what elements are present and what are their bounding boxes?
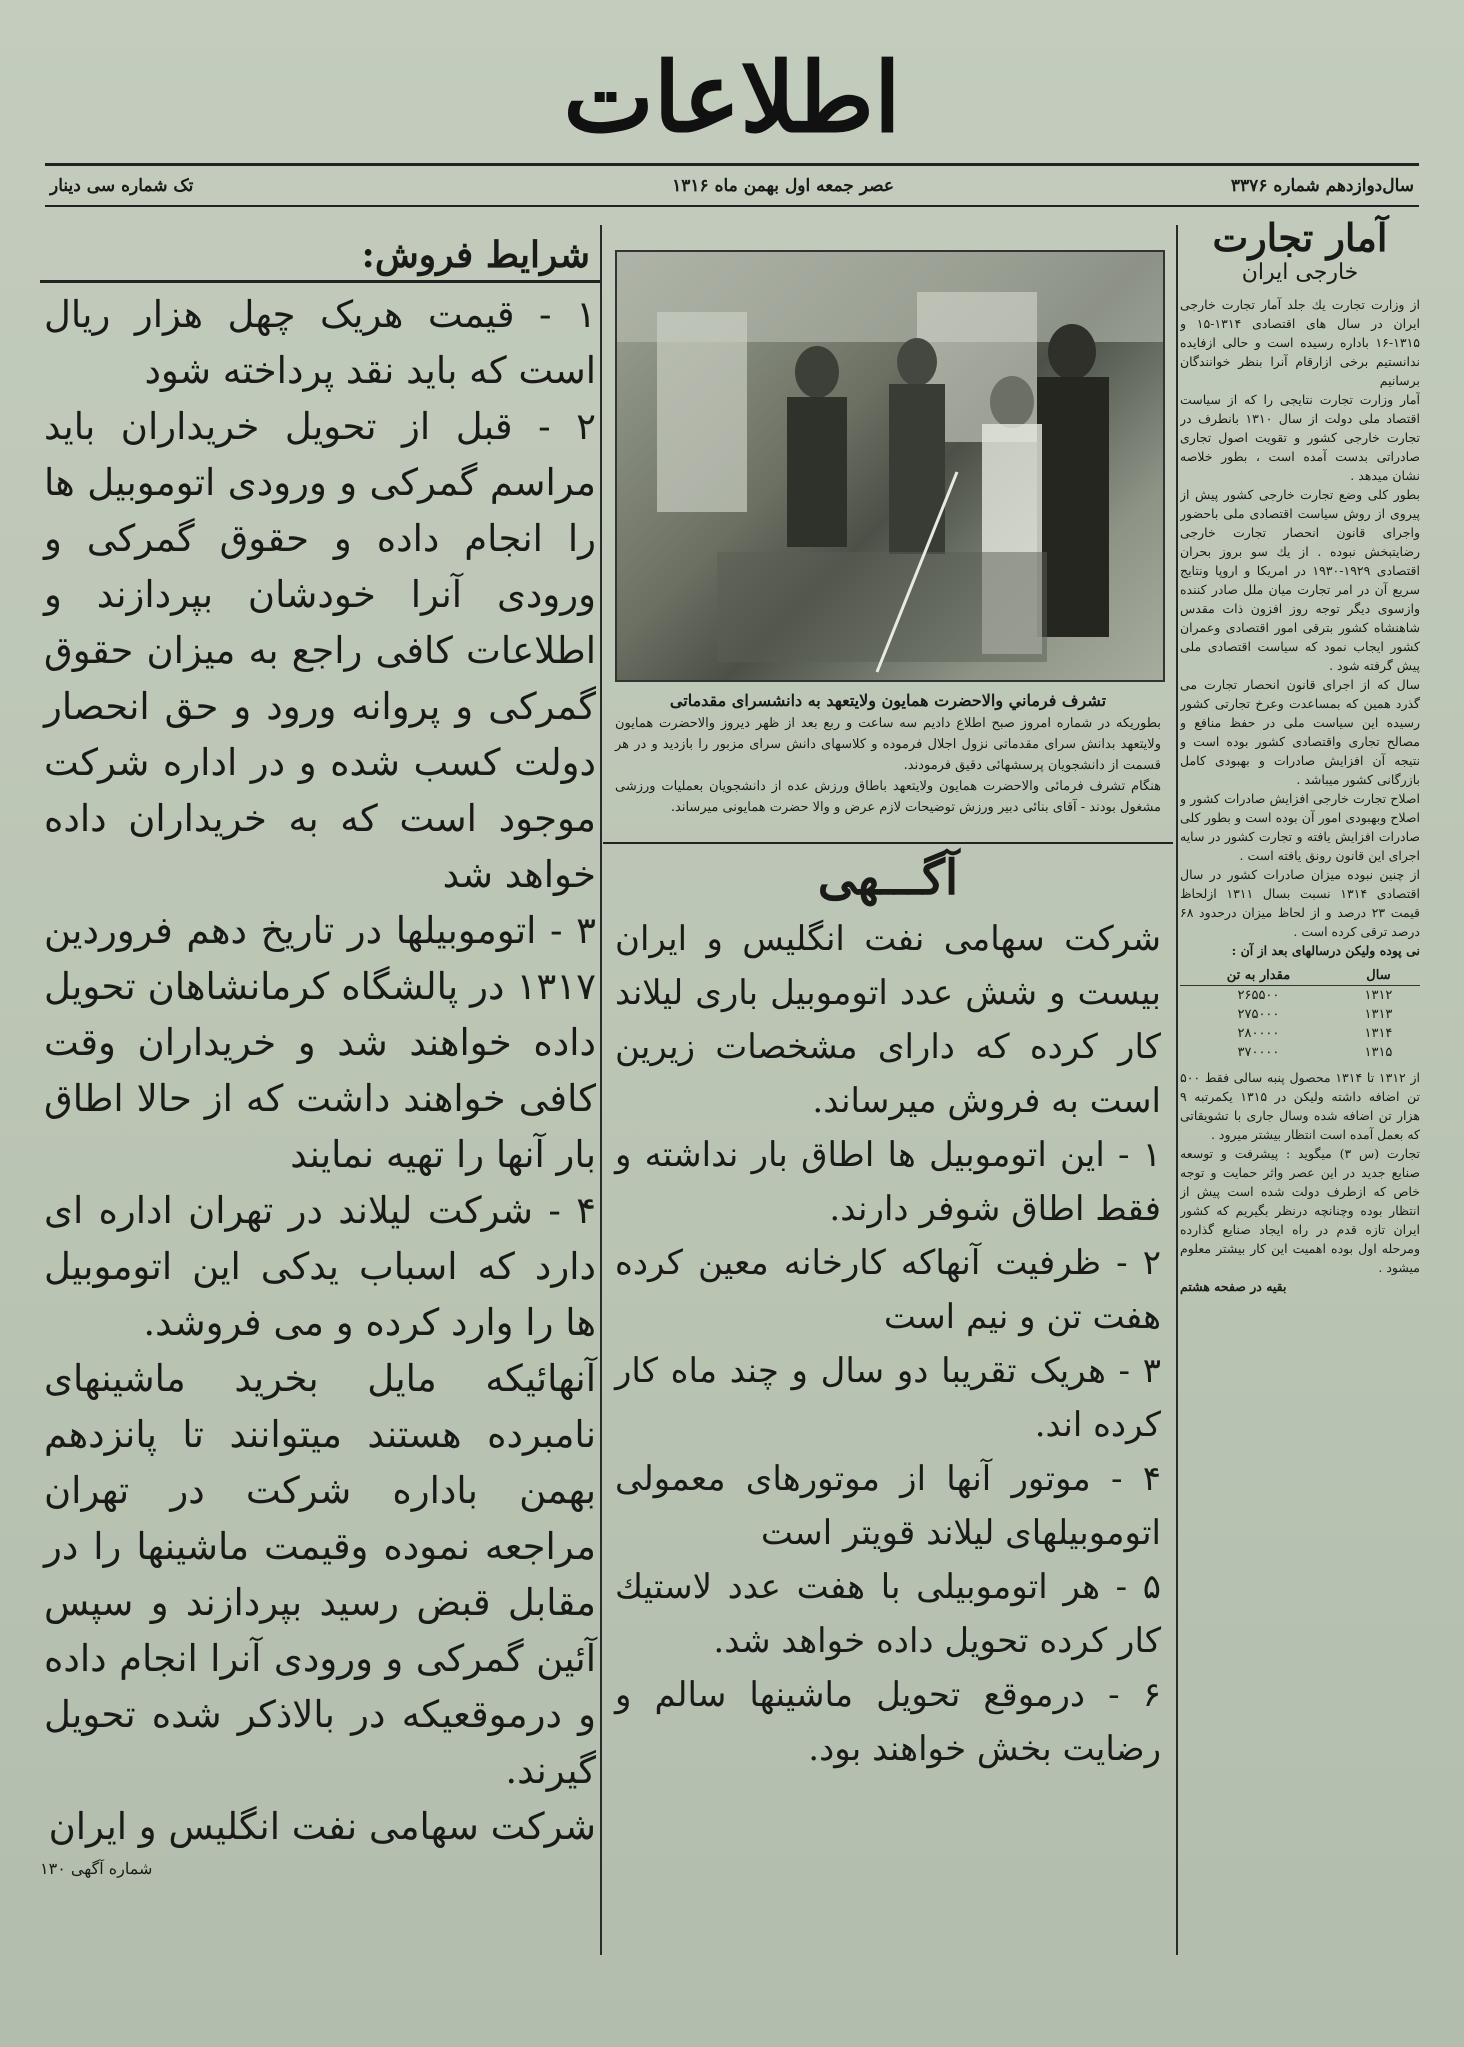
table-row xyxy=(1180,986,1420,1006)
continued-note: بقیه در صفحه هشتم xyxy=(1180,1279,1287,1294)
newspaper-logo: اطلاعات xyxy=(563,41,901,154)
ad-signature: شرکت سهامی نفت انگلیس و ایران xyxy=(48,1805,596,1848)
article-paragraph: از وزارت تجارت یك جلد آمار تجارت خارجی ایران در سال های اقتصادی ۱۳۱۴-۱۵ و ۱۳۱۵-۱۶ باداره رسیده است و حالی ازفایده ندانستیم برخی ازارقام آنرا بنظر خوانندگان برسانیم xyxy=(1180,297,1420,388)
sale-conditions-column xyxy=(40,230,600,1960)
sale-conditions-body xyxy=(40,287,600,1855)
photo-illustration xyxy=(617,252,1163,680)
column-divider-left xyxy=(600,225,602,1955)
article-paragraph: سال که از اجرای قانون انحصار تجارت می گذرد همین که بمساعدت وعرخ تجارتی کشور رسیده این سیاست ملی در حفظ منافع و مصالح تجاری واقتصادی کشور بوده است و نتیجه آن افزایش صادرات و بهبودی کامل بازرگانی کشور میباشد . xyxy=(1180,677,1420,787)
article-paragraph: اصلاح تجارت خارجی افزایش صادرات کشور و اصلاح وبهبودی امور آن بوده است و بطور کلی صادرات افزایش یافته و تجارت کشور در سایه اجرای این قانون رونق یافته است . xyxy=(1180,791,1420,863)
article-paragraph: از ۱۳۱۲ تا ۱۳۱۴ محصول پنبه سالی فقط ۵۰۰ تن اضافه داشته ولیکن در ۱۳۱۵ یکمرتبه ۹ هزار تن اضافه شده وسال جاری با تشویقاتی که بعمل آمده است انتظار بیشتر میرود . xyxy=(1180,1070,1420,1142)
ad-paragraph: ۶ - درموقع تحویل ماشینها سالم و رضایت بخش خواهند بود. xyxy=(615,1675,1161,1769)
sale-conditions-heading: شرایط فروش: xyxy=(40,230,600,283)
ad-paragraph: ۴ - موتور آنها از موتورهای معمولی اتوموبیلهای لیلاند قویتر است xyxy=(615,1459,1161,1553)
middle-column xyxy=(603,230,1173,1960)
issue-date: عصر جمعه اول بهمن ماه ۱۳۱۶ xyxy=(672,176,894,196)
stats-amount: ۲۶۵۵۰۰ xyxy=(1237,988,1280,1003)
table-row xyxy=(1180,1005,1420,1024)
stats-header-year: سال xyxy=(1337,966,1420,986)
stats-amount: ۲۷۵۰۰۰ xyxy=(1237,1007,1280,1022)
caption-text: بطوريكه در شماره امروز صبح اطلاع داديم سه ساعت و ربع بعد از ظهر ديروز والاحضرت همايون ولايتعهد بدانش سراى مقدماتى نزول اجلال فرموده و كلاسهاى دانش سراى مزبور را بازديد و در هر قسمت از دانشجويان پرسشهائى دقيق فرمودند. xyxy=(615,716,1161,773)
table-row xyxy=(1180,1024,1420,1043)
article-paragraph: بطور کلی وضع تجارت خارجی کشور پیش از پیروی از روش سیاست اقتصادی ملی باحضور واجرای قانون انحصار تجارت خارجی رضایتبخش نبوده . از یك سو بروز بحران اقتصادی ۱۹۲۹-۱۹۳۰ در امریکا و اروپا ونتایج سریع آن در امر تجارت میان ملل صادر کننده وازسوی دیگر توجه روز افزون ذات مقدس شاهنشاه کشور بترقی امور اقتصادی وعمران کشور ایجاب نمود که سیاست اقتصادی ملی پیش گرفته شود . xyxy=(1180,487,1420,673)
article-subtitle: خارجی ایران xyxy=(1241,260,1359,285)
ad-paragraph: ۱ - این اتوموبیل ها اطاق بار نداشته و فقط اطاق شوفر دارند. xyxy=(615,1135,1161,1229)
condition-paragraph: ۴ - شرکت لیلاند در تهران اداره ای دارد که اسباب یدکی این اتوموبیل ها را وارد کرده و می فروشد. xyxy=(44,1189,596,1344)
stats-year: ۱۳۱۲ xyxy=(1364,988,1393,1003)
condition-paragraph: ۳ - اتوموبیلها در تاریخ دهم فروردین ۱۳۱۷ در پالشگاه کرمانشاهان تحویل داده خواهند شد و خریداران وقت کافی خواهند داشت که از حالا اطاق بار آنها را تهیه نمایند xyxy=(44,909,596,1176)
ad-paragraph: ۵ - هر اتوموبیلی با هفت عدد لاستیك کار کرده تحویل داده خواهد شد. xyxy=(615,1567,1161,1661)
article-paragraph: آمار وزارت تجارت نتایجی را که از سیاست اقتصاد ملی دولت از سال ۱۳۱۰ بانطرف در تجارت خارجی کشور و تقویت اصول تجاری صادراتی بدست آمده است ، بطور خلاصه نشان میدهد . xyxy=(1180,392,1420,483)
issue-price: تک شماره سی دینار xyxy=(50,176,194,196)
masthead xyxy=(0,40,1464,155)
stats-year: ۱۳۱۳ xyxy=(1364,1007,1393,1022)
caption-rule xyxy=(603,842,1173,844)
condition-paragraph: ۱ - قیمت هریک چهل هزار ریال است که باید نقد پرداخته شود xyxy=(44,293,596,392)
stats-intro: نی پوده ولیکن درسالهای بعد از آن : xyxy=(1231,943,1420,958)
caption-title: تشرف فرماني والاحضرت همايون ولايتعهد به دانشسراى مقدماتى xyxy=(669,691,1107,710)
photo-caption xyxy=(615,690,1161,818)
ad-body xyxy=(603,912,1173,1776)
issue-number: سال‌دوازدهم شماره ۳۳۷۶ xyxy=(1230,176,1414,196)
ad-heading: آگـــهی xyxy=(817,850,959,906)
sale-advertisement xyxy=(603,850,1173,1776)
stats-year: ۱۳۱۴ xyxy=(1364,1026,1393,1041)
article-title: آمار تجارت xyxy=(1212,215,1388,260)
info-bar xyxy=(50,172,1414,202)
cotton-stats-table xyxy=(1180,966,1420,1062)
condition-paragraph: ۲ - قبل از تحویل خریداران باید مراسم گمرکی و ورودی اتوموبیل ها را انجام داده و حقوق گمرکی و ورودی آنرا خودشان بپردازند و اطلاعات کافی راجع به میزان حقوق گمرکی و پروانه ورود و حق انحصار دولت کسب شده و در اداره شرکت موجود است که به خریداران داده خواهد شد xyxy=(44,405,596,896)
condition-paragraph: آنهائیکه مایل بخرید ماشینهای نامبرده هستند میتوانند تا پانزدهم بهمن باداره شرکت در تهران مراجعه نموده وقیمت ماشینها را در مقابل قبض رسید بپردازند و سپس آئین گمرکی و ورودی آنرا انجام داده و درموقعیکه در بالاذکر شده تحویل گیرند. xyxy=(44,1357,596,1792)
ad-paragraph: شرکت سهامی نفت انگلیس و ایران بیست و شش عدد اتوموبیل باری لیلاند کار کرده که دارای مشخصات زیرین است به فروش میرساند. xyxy=(615,919,1161,1121)
trade-statistics-article xyxy=(1180,215,1420,1955)
article-paragraph: از چنین نبوده میزان صادرات کشور در سال اقتصادی ۱۳۱۴ نسبت بسال ۱۳۱۱ ازلحاظ قیمت ۲۳ درصد و از لحاظ میزان درحدود ۶۸ درصد ترقی کرده است . xyxy=(1180,867,1420,939)
ad-paragraph: ۲ - ظرفیت آنهاکه کارخانه معین کرده هفت تن و نیم است xyxy=(615,1243,1161,1337)
ad-paragraph: ۳ - هریک تقریبا دو سال و چند ماه کار کرده اند. xyxy=(615,1351,1161,1445)
stats-amount: ۲۸۰۰۰۰ xyxy=(1237,1026,1280,1041)
caption-text: هنگام تشرف فرمائى والاحضرت همايون ولايتعهد باطاق ورزش عده از دانشجويان بعمليات ورزشى مشغول بودند - آقاى بنائى دبير ورزش توضيحات لازم عرض و والا حضرت همايونى ميرساند. xyxy=(615,779,1161,815)
article-paragraph: تجارت (س ۳) میگوید : پیشرفت و توسعه صنایع جدید در این عصر واثر حمایت و توجه خاص که ازطرف دولت شده است پیش از انتظار بوده وچنانچه درنظر بگیریم که کشور ایران تازه قدم در راه ایجاد صنایع گذارده ومرحله اول بوده اهمیت این کار بیشتر معلوم میشود . xyxy=(1180,1146,1420,1275)
stats-year: ۱۳۱۵ xyxy=(1364,1045,1393,1060)
stats-amount: ۳۷۰۰۰۰ xyxy=(1237,1045,1280,1060)
top-rule xyxy=(45,163,1419,166)
news-photo xyxy=(615,250,1165,682)
column-divider-right xyxy=(1176,225,1178,1955)
info-rule xyxy=(45,205,1419,207)
stats-header-amount: مقدار به تن xyxy=(1180,966,1337,986)
table-row xyxy=(1180,1043,1420,1062)
ad-number: شماره آگهی ۱۳۰ xyxy=(40,1859,153,1878)
